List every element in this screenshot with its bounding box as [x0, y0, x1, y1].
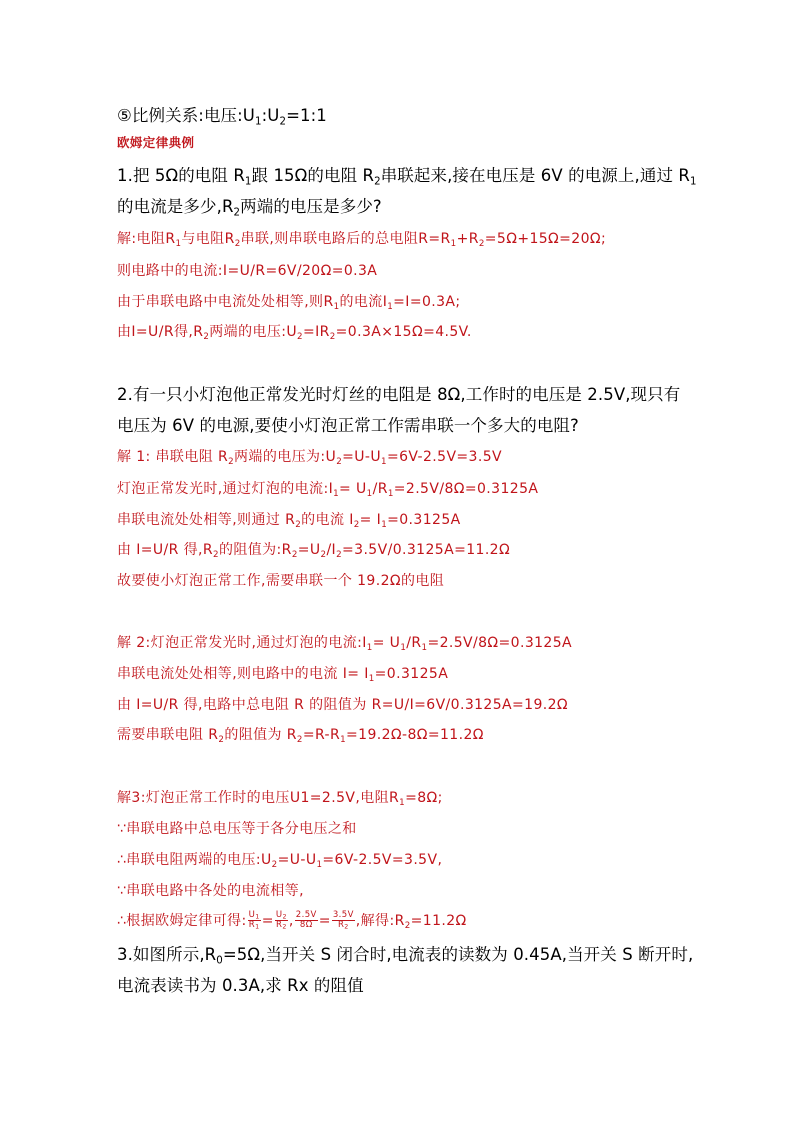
- fraction-u1-r1: $\frac{U_1}{R_1}$: [248, 910, 260, 931]
- problem-2-line-2: 电压为 6V 的电源,要使小灯泡正常工作需串联一个多大的电阻?: [117, 416, 579, 435]
- fraction-2-5v-8ohm: $\frac{2.5V}{8\Omega}$: [295, 910, 317, 931]
- solution-2a-line-4: 由 I=U/R 得$,R_2$的阻值为$:R_2=U_2/I_2=3.5V/0.3125A=11.2\Omega$: [117, 542, 511, 561]
- solution-2c-line-2: ∵串联电路中总电压等于各分电压之和: [117, 821, 357, 837]
- solution-2c-line-3: ∴串联电阻两端的电压$:U_2=U-U_1=6V-2.5V=3.5V$,: [117, 852, 443, 871]
- solution-2b-line-2: 串联电流处处相等,则电路中的电流 $I= I_1=0.3125A$: [117, 666, 449, 685]
- solution-2a-line-1: 解 1: 串联电阻 $R_2$两端的电压为$:U_2=U-U_1=6V-2.5V=3.5V$: [117, 449, 502, 468]
- section-heading: 欧姆定律典例: [117, 135, 195, 150]
- problem-3-line-2: 电流表读书为 0.3A,求 Rx 的阻值: [117, 976, 364, 995]
- solution-2c-line-5: ∴根据欧姆定律可得: $\frac{U_1}{R_1}$ = $\frac{U_2}{R_2}$ , $\frac{2.5V}{8\Omega}$ = $\frac{3.5V}{R_2}$ ,解得$:R_2=11.2\Omega$: [117, 910, 467, 931]
- problem-1-line-2: 的电流是多少$,R_2$两端的电压是多少?: [117, 197, 382, 219]
- problem-1-line-1: 1.把 5Ω的电阻 $R_1$跟 15Ω的电阻 $R_2$串联起来,接在电压是 6V 的电源上,通过 $R_1$: [117, 166, 697, 188]
- solution-2b-line-3: 由 I=U/R 得,电路中总电阻 R 的阻值为 R=U/I=6V/0.3125A=19.2Ω: [117, 697, 569, 713]
- fraction-3-5v-r2: $\frac{3.5V}{R_2}$: [332, 910, 354, 931]
- solution-1-line-3: 由于串联电路中电流处处相等,则$R_1$的电流$I_1=I=0.3A$;: [117, 294, 461, 313]
- solution-2a-line-3: 串联电流处处相等,则通过 $R_2$的电流 $I_2= I_1=0.3125A$: [117, 512, 461, 531]
- solution-2a-line-5: 故要使小灯泡正常工作,需要串联一个 19.2Ω的电阻: [117, 573, 445, 589]
- ratio-line: ⑤比例关系:电压$:U_1:U_2=1:1$: [117, 106, 327, 128]
- solution-2a-line-2: 灯泡正常发光时,通过灯泡的电流$:I_1= U_1/R_1=2.5V/8\Omega=0.3125A$: [117, 481, 539, 500]
- solution-1-line-1: 解:电阻$R_1$与电阻$R_2$串联,则串联电路后的总电阻$R=R_1+R_2=5\Omega+15\Omega=20\Omega$;: [117, 231, 607, 250]
- solution-1-line-4: 由I=U/R得$,R_2$两端的电压$:U_2=IR_2=0.3A\times 15\Omega=4.5V$.: [117, 324, 472, 343]
- solution-1-line-2: 则电路中的电流:I=U/R=6V/20Ω=0.3A: [117, 263, 378, 279]
- solution-2c-line-1: 解3:灯泡正常工作时的电压U1=2.5V,电阻$R_1=8\Omega$;: [117, 790, 443, 809]
- solution-2b-line-1: 解 2:灯泡正常发光时,通过灯泡的电流$:I_1= U_1/R_1=2.5V/8\Omega=0.3125A$: [117, 635, 573, 654]
- solution-2b-line-4: 需要串联电阻 $R_2$的阻值为 $R_2=R-R_1=19.2\Omega-8\Omega=11.2\Omega$: [117, 727, 484, 746]
- solution-2c-line-4: ∵串联电路中各处的电流相等,: [117, 883, 304, 899]
- problem-2-line-1: 2.有一只小灯泡他正常发光时灯丝的电阻是 8Ω,工作时的电压是 2.5V,现只有: [117, 385, 681, 404]
- problem-3-line-1: 3.如图所示$,R_0=5\Omega$,当开关 S 闭合时,电流表的读数为 0.45A,当开关 S 断开时,: [117, 945, 694, 967]
- fraction-u2-r2: $\frac{U_2}{R_2}$: [275, 910, 287, 931]
